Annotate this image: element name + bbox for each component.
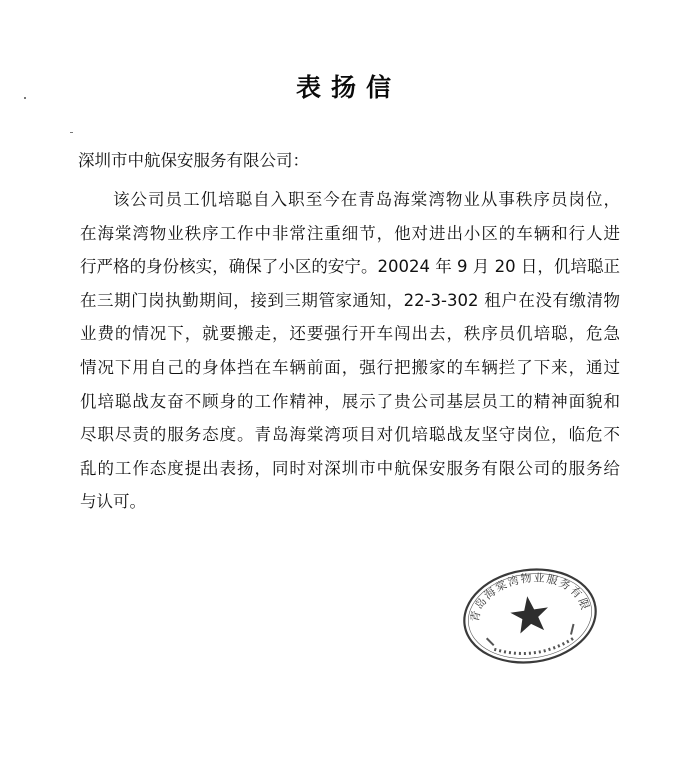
body-line: 尽职尽责的服务态度。青岛海棠湾项目对仉培聪战友坚守岗位，临危不	[80, 425, 620, 445]
scan-speck	[70, 132, 73, 133]
body-line: 情况下用自己的身体挡在车辆前面，强行把搬家的车辆拦了下来，通过	[80, 357, 620, 377]
body-line: 该公司员工仉培聪自入职至今在青岛海棠湾物业从事秩序员岗位，	[113, 190, 620, 209]
letter-body	[80, 183, 620, 519]
body-line: 业费的情况下，就要搬走，还要强行开车闯出去，秩序员仉培聪，危急	[80, 324, 620, 344]
body-line: 乱的工作态度提出表扬，同时对深圳市中航保安服务有限公司的服务给	[80, 458, 620, 478]
body-line: 仉培聪战友奋不顾身的工作精神，展示了贵公司基层员工的精神面貌和	[80, 391, 620, 411]
body-line: 与认可。	[80, 492, 146, 512]
seal-lettering: 青岛海棠湾物业服务有限公司	[468, 571, 593, 624]
body-line: 在海棠湾物业秩序工作中非常注重细节，他对进出小区的车辆和行人进	[80, 223, 620, 243]
official-seal-stamp	[460, 566, 600, 666]
salutation: 深圳市中航保安服务有限公司：	[78, 151, 309, 170]
body-line: 在三期门岗执勤期间，接到三期管家通知，22-3-302 租户在没有缴清物	[80, 290, 620, 310]
star-icon	[508, 594, 551, 635]
body-line: 行严格的身份核实，确保了小区的安宁。20024 年 9 月 20 日，仉培聪正	[80, 257, 620, 277]
page-title: 表扬信	[295, 73, 401, 102]
